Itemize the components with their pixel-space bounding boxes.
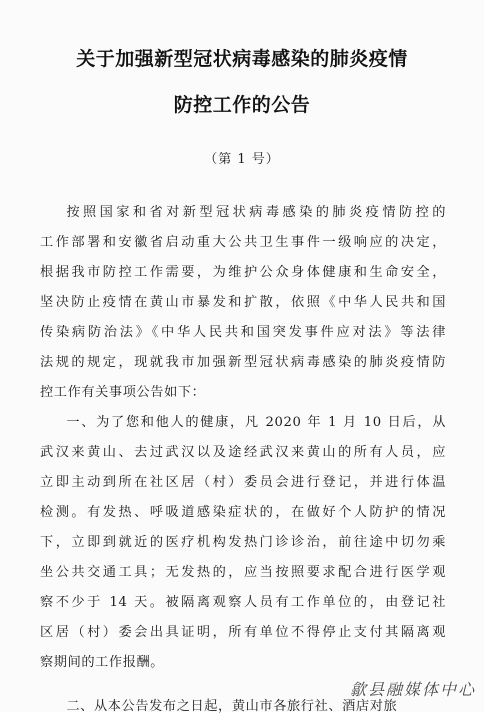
- paragraph-line: 立即主动到所在社区居（村）委员会进行登记，并进行体温: [40, 475, 446, 490]
- paragraph-line: 工作部署和安徽省启动重大公共卫生事件一级响应的决定，: [40, 235, 446, 250]
- document-number: （第 1 号）: [204, 152, 280, 167]
- paragraph-line: 二、从本公告发布之日起，黄山市各旅行社、酒店对旅: [66, 699, 398, 714]
- document-title-line-2: 防控工作的公告: [173, 94, 311, 116]
- paragraph-line: 武汉来黄山、去过武汉以及途经武汉来黄山的所有人员，应: [40, 445, 446, 460]
- paragraph-line: 一、为了您和他人的健康，凡 2020 年 1 月 10 日后，从: [66, 415, 446, 430]
- paragraph-line: 察不少于 14 天。被隔离观察人员有工作单位的，由登记社: [40, 595, 446, 610]
- paragraph-item-1: [40, 408, 446, 678]
- paragraph-line: 下，立即到就近的医疗机构发热门诊诊治，前往途中切勿乘: [40, 535, 446, 550]
- document-body: [40, 198, 446, 722]
- paragraph-line: 察期间的工作报酬。: [40, 655, 165, 670]
- document-title-line-1: 关于加强新型冠状病毒感染的肺炎疫情: [76, 48, 408, 70]
- paragraph-preamble: [40, 198, 446, 408]
- watermark: 歙县融媒体中心: [349, 680, 476, 699]
- paragraph-line: 控工作有关事项公告如下：: [40, 385, 206, 400]
- paragraph-line: 法规的规定，现就我市加强新型冠状病毒感染的肺炎疫情防: [40, 355, 446, 370]
- paragraph-line: 按照国家和省对新型冠状病毒感染的肺炎疫情防控的: [66, 205, 446, 220]
- paragraph-line: 区居（村）委会出具证明，所有单位不得停止支付其隔离观: [40, 625, 446, 640]
- paragraph-line: 传染病防治法》《中华人民共和国突发事件应对法》等法律: [40, 325, 446, 340]
- paragraph-line: 检测。有发热、呼吸道感染症状的，在做好个人防护的情况: [40, 505, 446, 520]
- paragraph-line: 坐公共交通工具；无发热的，应当按照要求配合进行医学观: [40, 565, 446, 580]
- paragraph-line: 根据我市防控工作需要，为维护公众身体健康和生命安全，: [40, 265, 446, 280]
- paragraph-line: 坚决防止疫情在黄山市暴发和扩散，依照《中华人民共和国: [40, 295, 446, 310]
